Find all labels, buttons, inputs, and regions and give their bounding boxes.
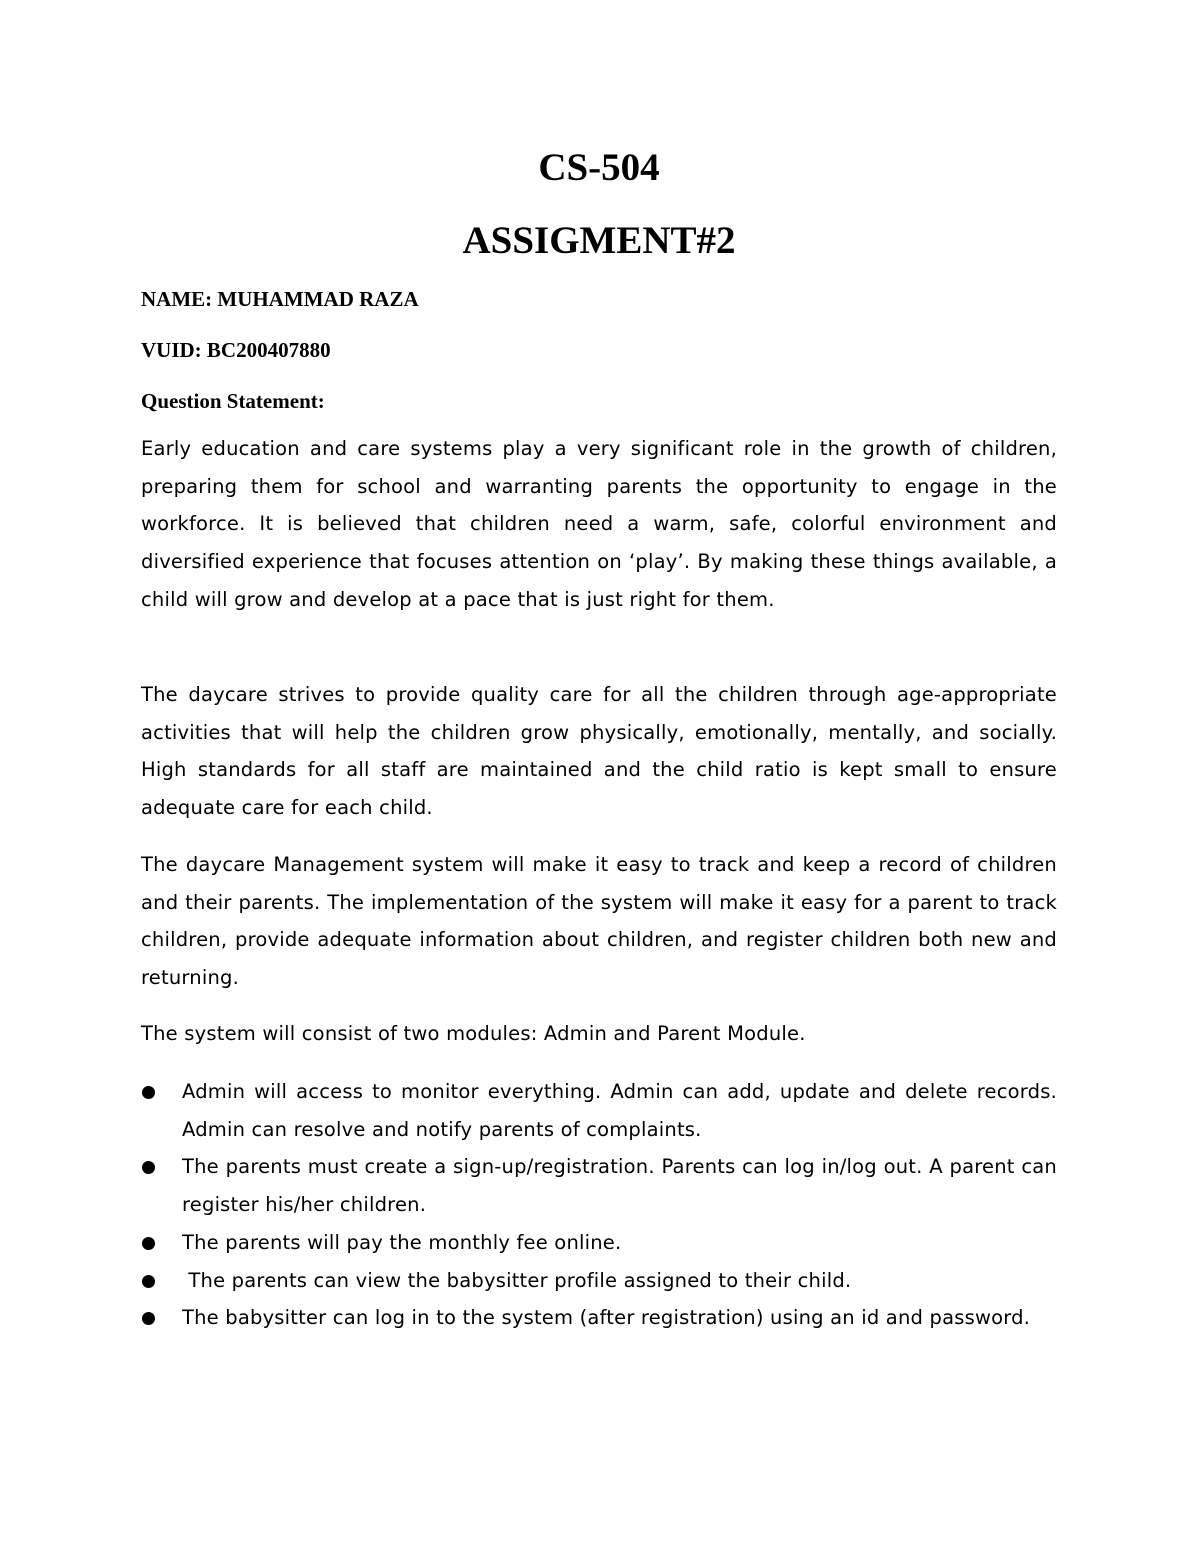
paragraph-daycare-care: The daycare strives to provide quality care for all the children through age-appropriate activities that will help the children grow physically, emotionally, mentally, and socially. High standards for all staff are maintained and the child ratio is kept small to ensure adequate care for each child. xyxy=(141,683,1057,820)
bullet-icon xyxy=(142,1237,155,1250)
question-statement-heading: Question Statement: xyxy=(141,389,325,413)
list-item xyxy=(141,1299,1057,1337)
list-item-text: The parents can view the babysitter profile assigned to their child. xyxy=(182,1268,852,1292)
course-code-title: CS-504 xyxy=(538,146,660,189)
list-item xyxy=(141,1073,1057,1148)
list-item-text: The parents will pay the monthly fee online. xyxy=(182,1230,622,1254)
bullet-icon xyxy=(142,1275,155,1288)
bullet-icon xyxy=(142,1161,155,1174)
requirements-list xyxy=(141,1073,1057,1337)
list-item xyxy=(141,1262,1057,1300)
student-name: NAME: MUHAMMAD RAZA xyxy=(141,287,419,311)
list-item-text: The babysitter can log in to the system (after registration) using an id and password. xyxy=(182,1306,1031,1330)
student-vuid: VUID: BC200407880 xyxy=(141,338,331,362)
list-item xyxy=(141,1224,1057,1262)
list-item-text: The parents must create a sign-up/registration. Parents can log in/log out. A parent can register his/her children. xyxy=(182,1155,1057,1217)
paragraph-management-system: The daycare Management system will make it easy to track and keep a record of children and their parents. The implementation of the system will make it easy for a parent to track children, provide adequate information about children, and register children both new and returning. xyxy=(141,853,1057,990)
bullet-icon xyxy=(142,1312,155,1325)
assignment-title: ASSIGMENT#2 xyxy=(462,219,736,262)
list-item-text: Admin will access to monitor everything. Admin can add, update and delete records. Admin can resolve and notify parents of complaints. xyxy=(182,1080,1057,1141)
bullet-icon xyxy=(142,1086,155,1099)
paragraph-intro: Early education and care systems play a very significant role in the growth of children, preparing them for school and warranting parents the opportunity to engage in the workforce. It is believed that children need a warm, safe, colorful environment and diversified experience that focuses attention on ‘play’. By making these things available, a child will grow and develop at a pace that is just right for them. xyxy=(141,437,1057,611)
paragraph-modules: The system will consist of two modules: Admin and Parent Module. xyxy=(141,1022,806,1045)
list-item xyxy=(141,1148,1057,1223)
